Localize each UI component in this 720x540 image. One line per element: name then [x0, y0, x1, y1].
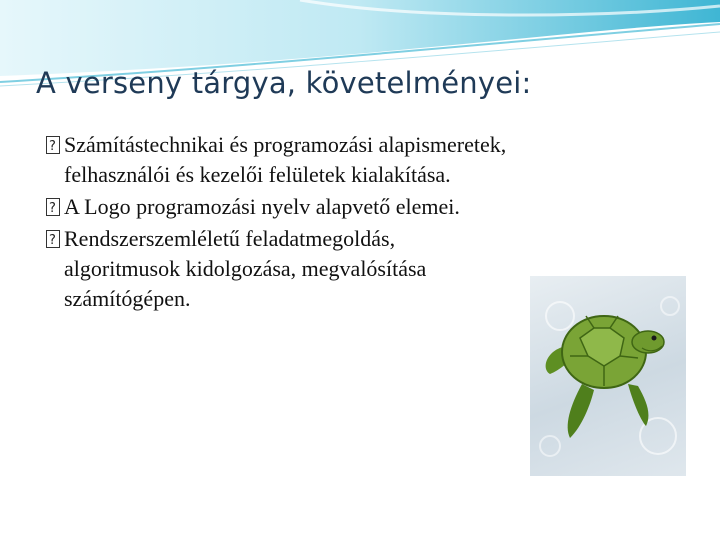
bullet-icon — [46, 136, 60, 154]
turtle-icon — [530, 276, 686, 476]
bullet-text: Rendszerszemléletű feladatmegoldás, algoritmusok kidolgozása, megvalósítása számítógépen. — [64, 226, 427, 311]
bullet-item — [46, 130, 516, 190]
slide-title: A verseny tárgya, követelményei: — [36, 66, 532, 100]
bullet-icon — [46, 198, 60, 216]
bullet-item — [46, 224, 516, 314]
bullet-item — [46, 192, 516, 222]
bullet-text: A Logo programozási nyelv alapvető elemei. — [64, 194, 460, 219]
bullet-text: Számítástechnikai és programozási alapismeretek, felhasználói és kezelői felületek kialakítása. — [64, 132, 507, 187]
turtle-illustration — [530, 276, 686, 476]
bullet-list — [46, 130, 516, 316]
bullet-icon — [46, 230, 60, 248]
